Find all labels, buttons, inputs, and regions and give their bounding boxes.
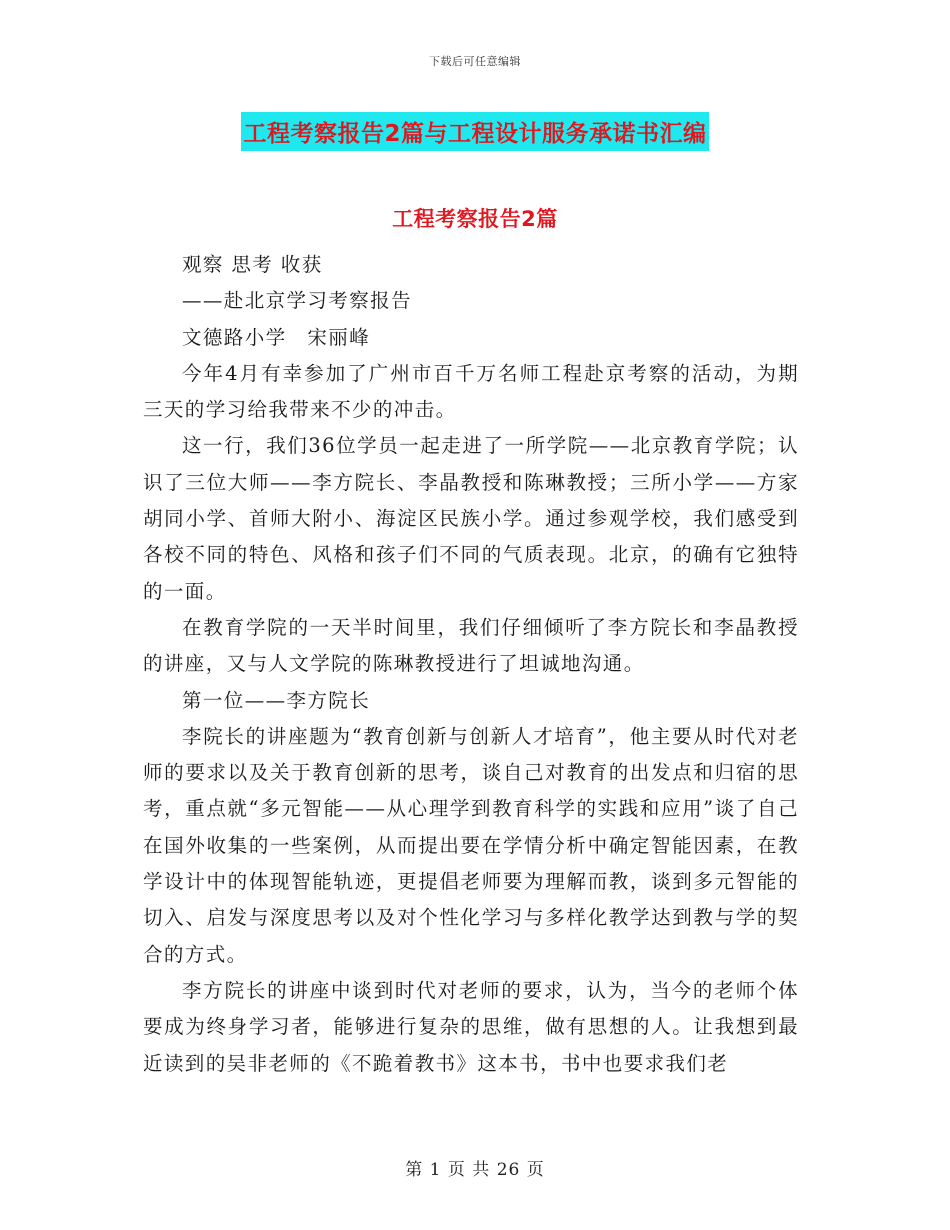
paragraph: 第一位——李方院长 — [182, 688, 371, 712]
page-number: 第 1 页 共 26 页 — [405, 1160, 545, 1180]
document-body — [143, 247, 799, 1082]
paragraph: ——赴北京学习考察报告 — [182, 289, 412, 313]
main-title: 工程考察报告2篇与工程设计服务承诺书汇编 — [241, 112, 708, 151]
paragraph: 李方院长的讲座中谈到时代对老师的要求，认为，当今的老师个体要成为终身学习者，能够进行复杂的思维，做有思想的人。让我想到最近读到的吴非老师的《不跪着教书》这本书，书中也要求我们老 — [143, 978, 799, 1075]
section-title: 工程考察报告2篇 — [392, 207, 558, 231]
page-header-note: 下载后可任意编辑 — [429, 55, 521, 68]
paragraph: 文德路小学 宋丽峰 — [182, 325, 371, 349]
paragraph: 在教育学院的一天半时间里，我们仔细倾听了李方院长和李晶教授的讲座，又与人文学院的陈琳教授进行了坦诚地沟通。 — [143, 615, 799, 676]
main-title-container — [0, 112, 950, 151]
paragraph: 这一行，我们36位学员一起走进了一所学院——北京教育学院；认识了三位大师——李方院长、李晶教授和陈琳教授；三所小学——方家胡同小学、首师大附小、海淀区民族小学。通过参观学校，我们感受到各校不同的特色、风格和孩子们不同的气质表现。北京，的确有它独特的一面。 — [143, 434, 799, 603]
paragraph: 李院长的讲座题为“教育创新与创新人才培育”，他主要从时代对老师的要求以及关于教育创新的思考，谈自己对教育的出发点和归宿的思考，重点就“多元智能——从心理学到教育科学的实践和应用”谈了自己在国外收集的一些案例，从而提出要在学情分析中确定智能因素，在教学设计中的体现智能轨迹，更提倡老师要为理解而教，谈到多元智能的切入、启发与深度思考以及对个性化学习与多样化教学达到教与学的契合的方式。 — [143, 724, 799, 966]
paragraph: 观察 思考 收获 — [182, 253, 323, 276]
paragraph: 今年4月有幸参加了广州市百千万名师工程赴京考察的活动，为期三天的学习给我带来不少的冲击。 — [143, 361, 799, 422]
